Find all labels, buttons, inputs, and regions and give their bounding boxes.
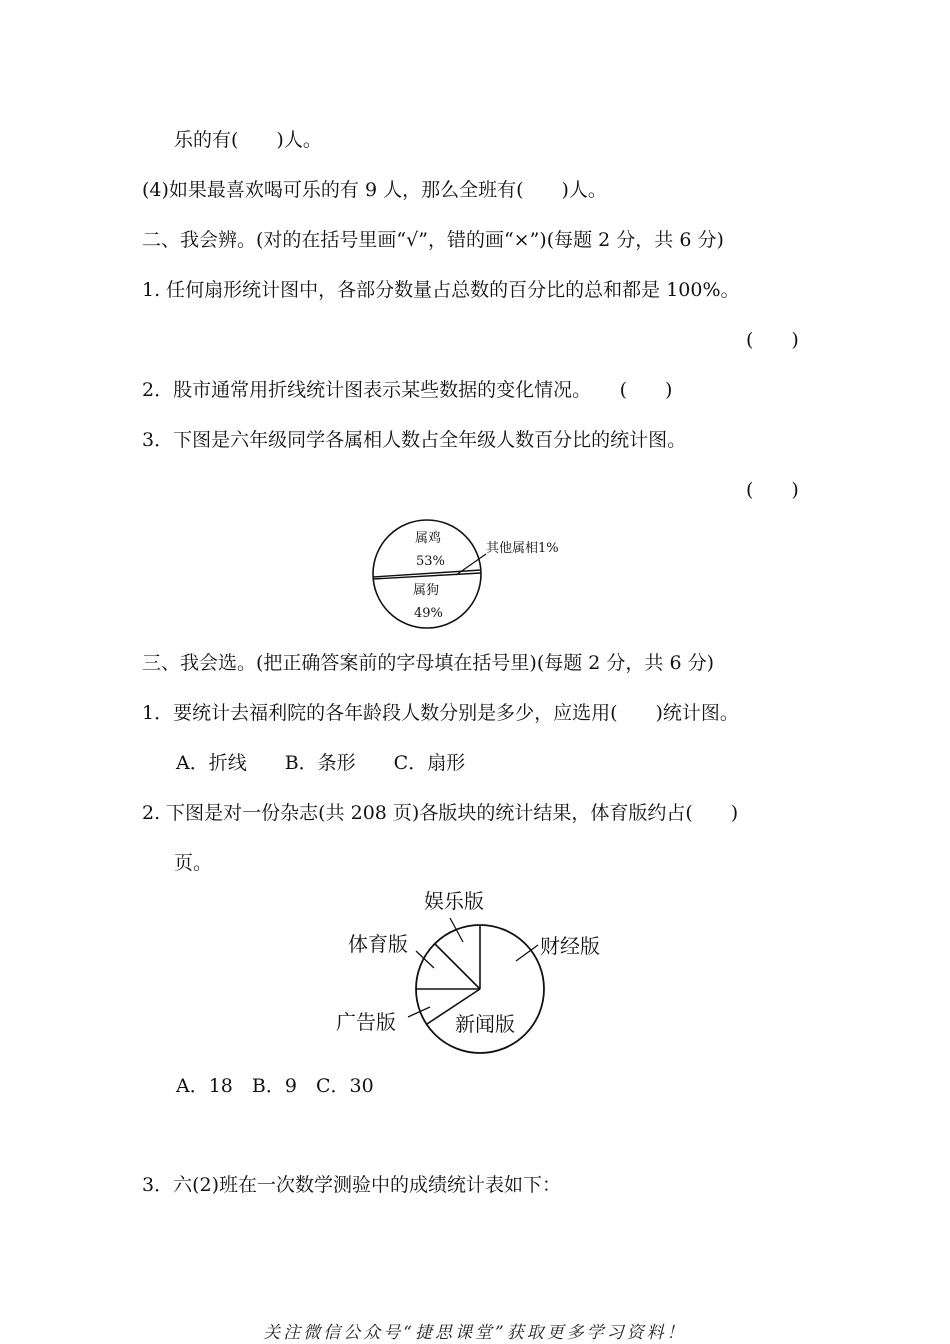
magazine-leader-entertainment [450, 918, 463, 942]
answer-blank-2-1[interactable]: ( ) [746, 329, 799, 351]
magazine-label-finance: 财经版 [540, 934, 600, 958]
magazine-leader-sports [416, 951, 434, 968]
question-3-2-cont: 页。 [174, 852, 213, 874]
zodiac-label-rooster: 属鸡 [415, 531, 442, 546]
options-3-2: A．18 B．9 C．30 [176, 1075, 374, 1097]
zodiac-value-dog: 49% [414, 606, 443, 621]
zodiac-label-dog: 属狗 [413, 583, 440, 598]
options-3-1: A．折线 B．条形 C．扇形 [176, 752, 466, 774]
question-3-3: 3．六(2)班在一次数学测验中的成绩统计表如下： [142, 1174, 562, 1196]
magazine-label-entertainment: 娱乐版 [424, 889, 484, 913]
section-2-heading: 二、我会辨。(对的在括号里画“√”，错的画“×”)(每题 2 分，共 6 分) [142, 229, 724, 251]
magazine-leader-finance [516, 945, 538, 961]
magazine-pie-chart [330, 885, 620, 1055]
section-3-heading: 三、我会选。(把正确答案前的字母填在括号里)(每题 2 分，共 6 分) [142, 652, 714, 674]
line-1: 乐的有( )人。 [174, 129, 322, 151]
question-2-1: 1. 任何扇形统计图中，各部分数量占总数的百分比的总和都是 100%。 [142, 279, 740, 301]
magazine-label-sports: 体育版 [348, 932, 408, 956]
zodiac-value-rooster: 53% [416, 554, 445, 569]
line-2: (4)如果最喜欢喝可乐的有 9 人，那么全班有( )人。 [142, 179, 607, 201]
zodiac-pie-chart [370, 518, 630, 630]
magazine-radius-upper-left [435, 944, 480, 989]
answer-blank-2-3[interactable]: ( ) [746, 479, 799, 501]
magazine-label-news: 新闻版 [455, 1012, 515, 1036]
question-3-1: 1．要统计去福利院的各年龄段人数分别是多少，应选用( )统计图。 [142, 702, 739, 724]
footer-watermark: 关注微信公众号“捷思课堂”获取更多学习资料！ [263, 1323, 687, 1343]
question-2-2: 2．股市通常用折线统计图表示某些数据的变化情况。 ( ) [142, 379, 673, 401]
question-3-2: 2. 下图是对一份杂志(共 208 页)各版块的统计结果，体育版约占( ) [142, 802, 739, 824]
zodiac-label-other: 其他属相1% [486, 541, 559, 556]
question-2-3: 3．下图是六年级同学各属相人数占全年级人数百分比的统计图。 [142, 429, 687, 451]
magazine-label-ads: 广告版 [336, 1010, 396, 1034]
